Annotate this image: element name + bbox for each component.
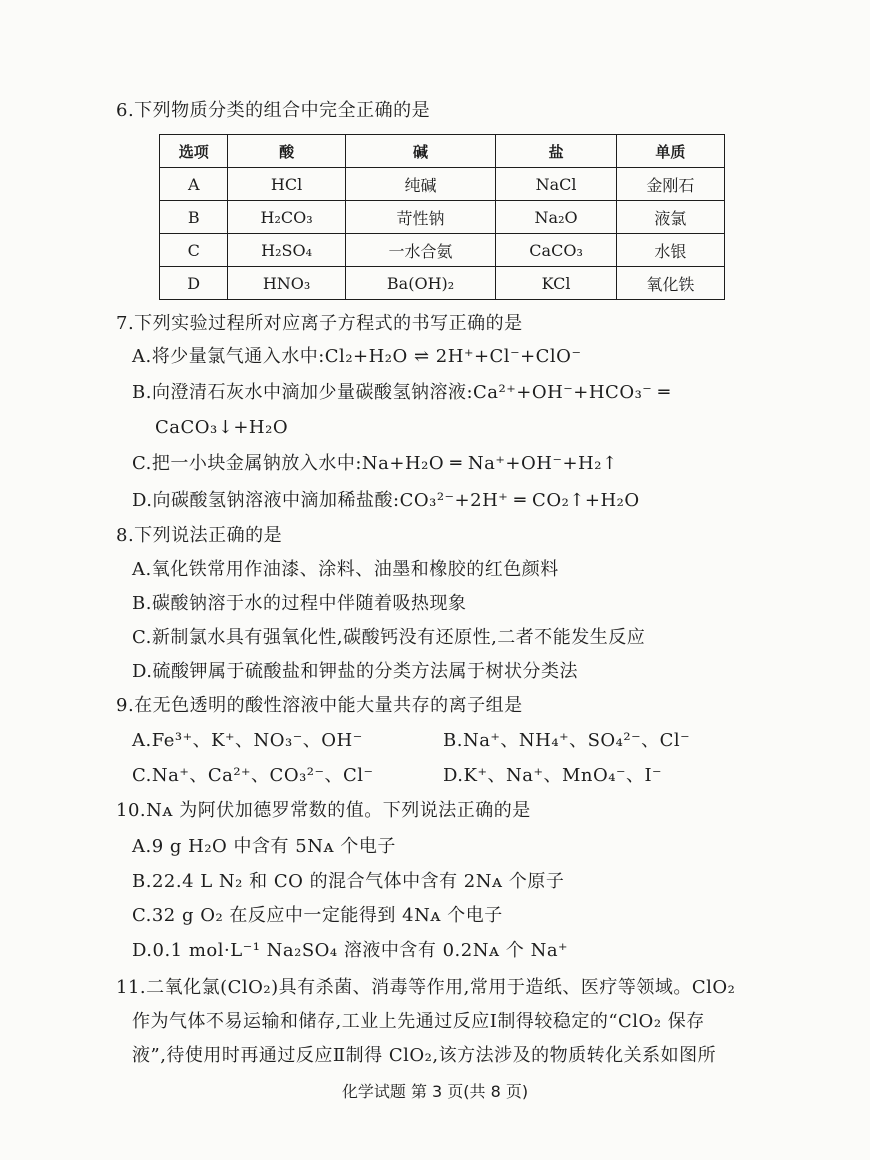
q10-option-c: C.32 g O₂ 在反应中一定能得到 4Nᴀ 个电子 (132, 905, 503, 926)
header-base: 碱 (345, 135, 496, 168)
cell-acid: HCl (228, 168, 345, 201)
q7-stem: 7.下列实验过程所对应离子方程式的书写正确的是 (116, 313, 523, 334)
q10-option-b: B.22.4 L N₂ 和 CO 的混合气体中含有 2Nᴀ 个原子 (132, 871, 565, 892)
q8-stem: 8.下列说法正确的是 (116, 525, 283, 546)
header-element: 单质 (616, 135, 724, 168)
header-salt: 盐 (496, 135, 616, 168)
q7-option-a: A.将少量氯气通入水中:Cl₂+H₂O ⇌ 2H⁺+Cl⁻+ClO⁻ (132, 346, 582, 367)
cell-element: 液氯 (616, 201, 724, 234)
q6-stem: 6.下列物质分类的组合中完全正确的是 (116, 100, 431, 121)
header-acid: 酸 (228, 135, 345, 168)
table-row (160, 168, 725, 201)
q11-line1: 11.二氧化氯(ClO₂)具有杀菌、消毒等作用,常用于造纸、医疗等领域。ClO₂ (116, 977, 736, 998)
q10-option-a: A.9 g H₂O 中含有 5Nᴀ 个电子 (132, 836, 396, 857)
cell-salt: Na₂O (496, 201, 616, 234)
cell-element: 水银 (616, 234, 724, 267)
cell-acid: H₂SO₄ (228, 234, 345, 267)
q10-option-d: D.0.1 mol·L⁻¹ Na₂SO₄ 溶液中含有 0.2Nᴀ 个 Na⁺ (132, 940, 569, 961)
q7-option-b-line2: CaCO₃↓+H₂O (155, 417, 289, 438)
q9-option-c: C.Na⁺、Ca²⁺、CO₃²⁻、Cl⁻ (132, 765, 374, 786)
cell-salt: NaCl (496, 168, 616, 201)
q11-line3: 液”,待使用时再通过反应Ⅱ制得 ClO₂,该方法涉及的物质转化关系如图所 (132, 1045, 717, 1066)
table-row (160, 267, 725, 300)
q9-option-a: A.Fe³⁺、K⁺、NO₃⁻、OH⁻ (132, 730, 363, 751)
q9-option-d: D.K⁺、Na⁺、MnO₄⁻、I⁻ (443, 765, 663, 786)
q8-option-d: D.硫酸钾属于硫酸盐和钾盐的分类方法属于树状分类法 (132, 661, 579, 682)
cell-base: 纯碱 (345, 168, 496, 201)
classification-table (159, 134, 725, 300)
q8-option-a: A.氧化铁常用作油漆、涂料、油墨和橡胶的红色颜料 (132, 559, 559, 580)
cell-option: C (160, 234, 228, 267)
page-footer: 化学试题 第 3 页(共 8 页) (341, 1082, 529, 1101)
table-header-row (160, 135, 725, 168)
cell-acid: HNO₃ (228, 267, 345, 300)
table-row (160, 201, 725, 234)
q10-stem: 10.Nᴀ 为阿伏加德罗常数的值。下列说法正确的是 (116, 800, 531, 821)
cell-element: 金刚石 (616, 168, 724, 201)
q11-line2: 作为气体不易运输和储存,工业上先通过反应Ⅰ制得较稳定的“ClO₂ 保存 (132, 1011, 705, 1032)
q7-option-d: D.向碳酸氢钠溶液中滴加稀盐酸:CO₃²⁻+2H⁺ ═ CO₂↑+H₂O (132, 490, 640, 511)
cell-salt: KCl (496, 267, 616, 300)
cell-base: 苛性钠 (345, 201, 496, 234)
cell-option: A (160, 168, 228, 201)
table-row (160, 234, 725, 267)
q7-option-c: C.把一小块金属钠放入水中:Na+H₂O ═ Na⁺+OH⁻+H₂↑ (132, 453, 618, 474)
q8-option-b: B.碳酸钠溶于水的过程中伴随着吸热现象 (132, 593, 467, 614)
q8-option-c: C.新制氯水具有强氧化性,碳酸钙没有还原性,二者不能发生反应 (132, 627, 646, 648)
cell-base: Ba(OH)₂ (345, 267, 496, 300)
q7-option-b-line1: B.向澄清石灰水中滴加少量碳酸氢钠溶液:Ca²⁺+OH⁻+HCO₃⁻ ═ (132, 382, 670, 403)
cell-option: D (160, 267, 228, 300)
cell-element: 氧化铁 (616, 267, 724, 300)
cell-acid: H₂CO₃ (228, 201, 345, 234)
cell-base: 一水合氨 (345, 234, 496, 267)
header-option: 选项 (160, 135, 228, 168)
cell-salt: CaCO₃ (496, 234, 616, 267)
q9-stem: 9.在无色透明的酸性溶液中能大量共存的离子组是 (116, 695, 523, 716)
q9-option-b: B.Na⁺、NH₄⁺、SO₄²⁻、Cl⁻ (443, 730, 691, 751)
cell-option: B (160, 201, 228, 234)
